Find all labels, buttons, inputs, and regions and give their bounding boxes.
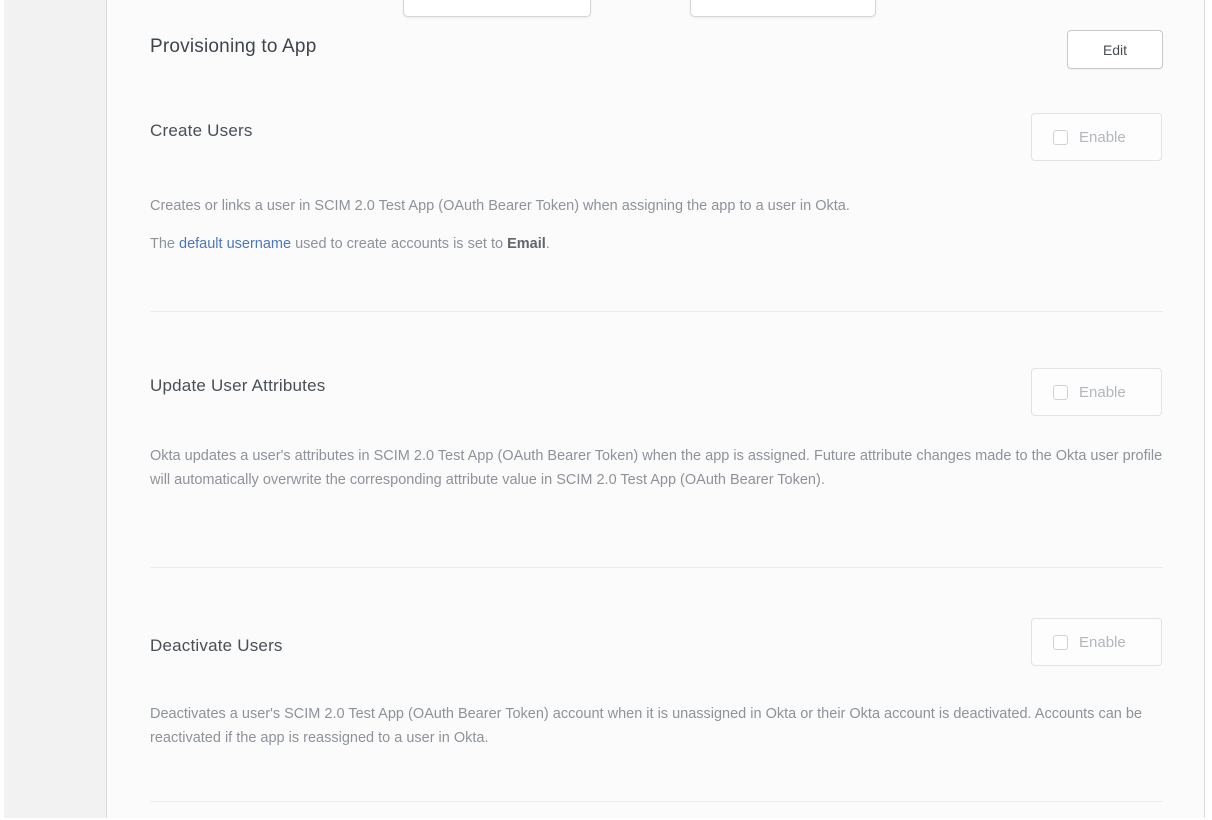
section-title-deactivate-users: Deactivate Users — [150, 636, 283, 655]
enable-label: Enable — [1079, 633, 1126, 651]
note-suffix: . — [545, 236, 550, 252]
section-divider — [150, 311, 1163, 312]
enable-toggle-create-users[interactable] — [1031, 113, 1162, 161]
deactivate-users-description: Deactivates a user's SCIM 2.0 Test App (OAuth Bearer Token) account when it is unassigned in Okta or their Okta account is deactivated. Accounts can be reactivated if the app is reassigned to a user in Okta. — [150, 706, 1142, 746]
create-users-note — [150, 232, 1166, 256]
section-title-update-user-attributes: Update User Attributes — [150, 376, 326, 395]
section-title-create-users: Create Users — [150, 121, 253, 140]
enable-toggle-deactivate-users[interactable] — [1031, 618, 1162, 666]
enable-checkbox[interactable] — [1053, 130, 1068, 145]
default-username-link[interactable]: default username — [179, 236, 292, 252]
truncated-field-left[interactable] — [403, 0, 591, 17]
note-bold-value: Email — [507, 236, 546, 252]
enable-label: Enable — [1079, 383, 1126, 401]
enable-checkbox[interactable] — [1053, 385, 1068, 400]
provisioning-settings-panel — [108, 0, 1205, 818]
section-divider — [150, 567, 1163, 568]
page-title: Provisioning to App — [150, 36, 317, 57]
update-user-attributes-description: Okta updates a user's attributes in SCIM 2.0 Test App (OAuth Bearer Token) when the app is assigned. Future attribute changes made to the Okta user profile will automatically overwrite the corresponding attribute value in SCIM 2.0 Test App (OAuth Bearer Token). — [150, 448, 1163, 488]
enable-toggle-update-user-attributes[interactable] — [1031, 368, 1162, 416]
create-users-description: Creates or links a user in SCIM 2.0 Test App (OAuth Bearer Token) when assigning the app to a user in Okta. — [150, 198, 850, 214]
enable-checkbox[interactable] — [1053, 635, 1068, 650]
note-middle: used to create accounts is set to — [291, 236, 508, 252]
truncated-field-right[interactable] — [690, 0, 876, 17]
left-sidebar — [4, 0, 107, 818]
enable-label: Enable — [1079, 128, 1126, 146]
edit-button[interactable]: Edit — [1067, 30, 1163, 69]
section-divider — [150, 801, 1163, 802]
note-prefix: The — [150, 236, 180, 252]
